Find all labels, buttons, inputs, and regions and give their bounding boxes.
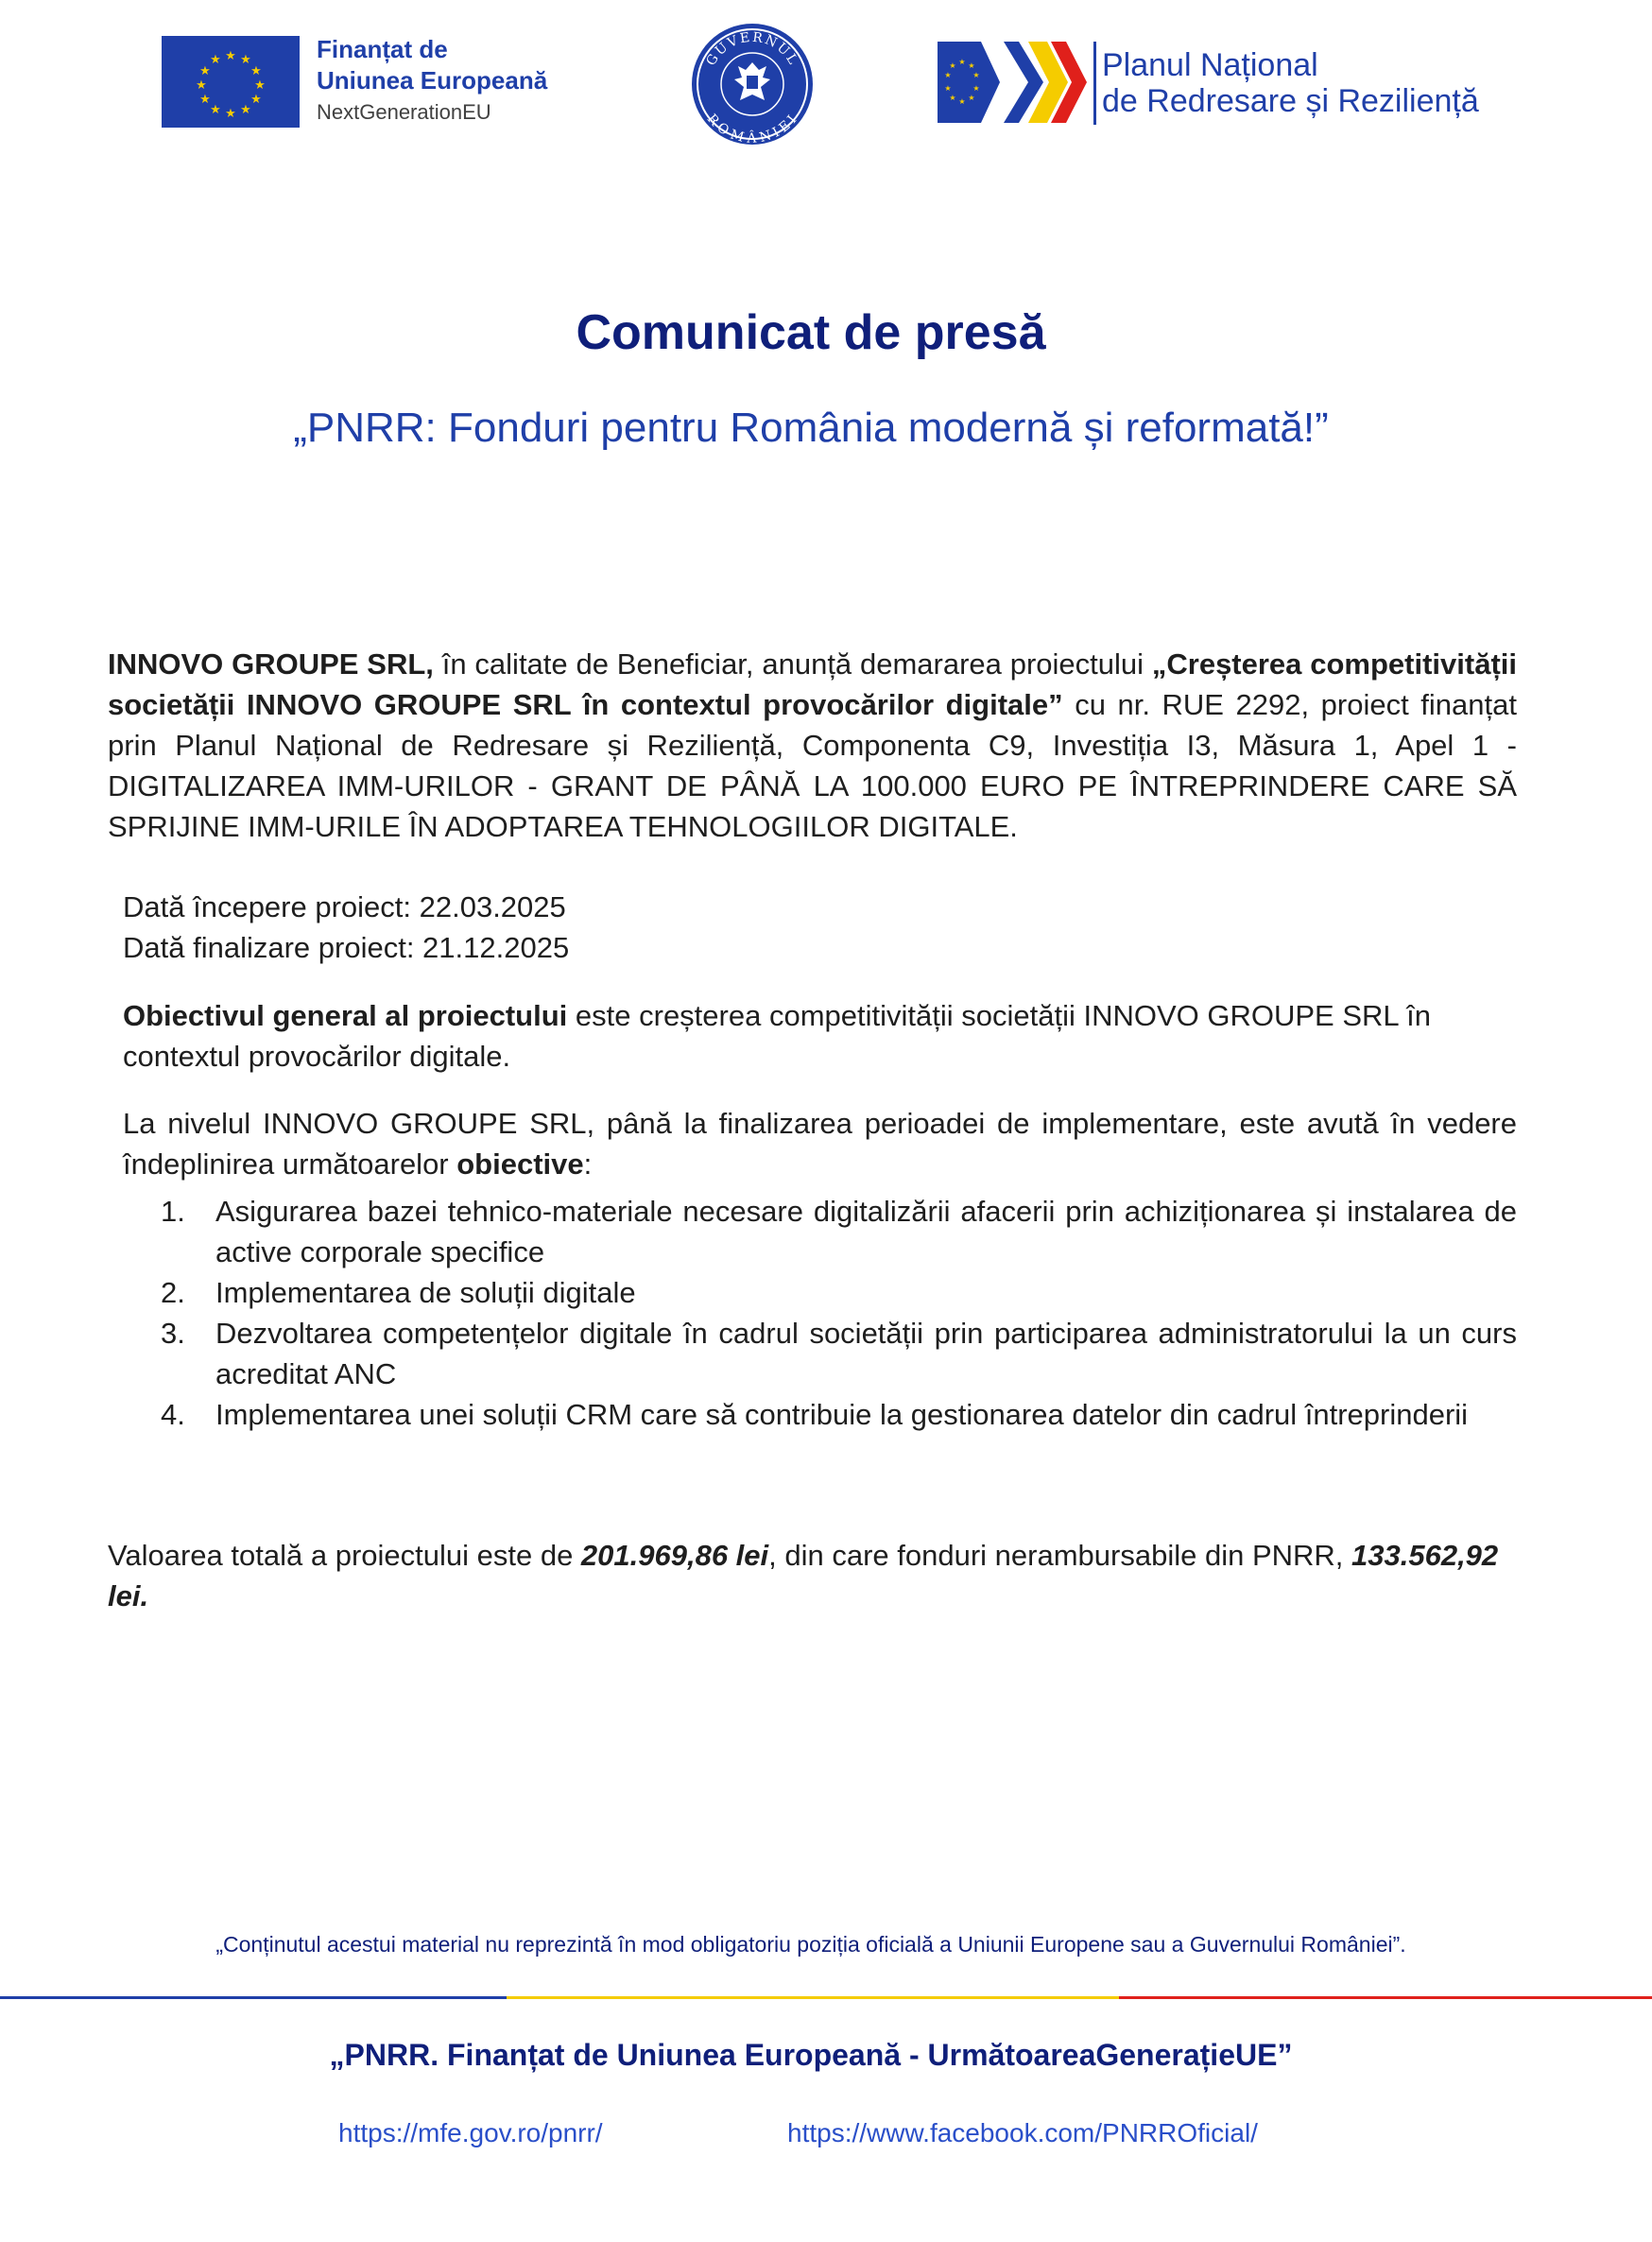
objectives-intro-text: La nivelul INNOVO GROUPE SRL, până la finalizarea perioadei de implementare, este avută în vedere îndeplinirea următoarelor xyxy=(123,1107,1517,1181)
svg-text:★: ★ xyxy=(972,71,980,79)
svg-text:★: ★ xyxy=(196,78,207,93)
list-item-number: 3. xyxy=(161,1317,185,1350)
svg-text:★: ★ xyxy=(250,93,262,107)
intro-text-2: cu nr. RUE 2292, proiect finanțat prin Planul Național de Redresare și Reziliență, Componenta C9, Investiția I3, Măsura 1, Apel 1 - DIGITALIZAREA IMM-URILOR - GRANT DE PÂNĂ LA 100.000 EURO PE ÎNTREPRINDERE CARE SĂ SPRIJINE IMM-URILE ÎN ADOPTAREA TEHNOLOGIILOR DIGITALE. xyxy=(108,688,1517,843)
eu-flag-icon xyxy=(162,36,300,128)
project-name: „Creșterea competitivității societății INNOVO GROUPE SRL în contextul provocărilor digitale” xyxy=(108,647,1517,721)
footer-line-yellow xyxy=(507,1996,1119,1999)
footer-line-blue xyxy=(0,1996,507,1999)
svg-text:★: ★ xyxy=(199,93,211,107)
list-item-text: Dezvoltarea competențelor digitale în cadrul societății prin participarea administratorului la un curs acreditat ANC xyxy=(215,1317,1517,1390)
project-value-paragraph xyxy=(108,1535,1517,1616)
general-objective-label: Obiectivul general al proiectului xyxy=(123,999,568,1032)
total-value: 201.969,86 lei xyxy=(580,1539,769,1572)
svg-text:★: ★ xyxy=(210,103,221,117)
pnrr-label xyxy=(1102,47,1479,119)
grant-value: 133.562,92 lei. xyxy=(108,1539,1499,1613)
page-subtitle: „PNRR: Fonduri pentru România modernă și reformată!” xyxy=(293,405,1329,451)
page-title: Comunicat de presă xyxy=(576,305,1046,360)
pnrr-logo-icon xyxy=(938,42,1089,123)
list-item xyxy=(123,1191,1517,1272)
svg-text:★: ★ xyxy=(968,94,975,102)
objectives-intro xyxy=(123,1103,1517,1184)
pnrr-label-line1: Planul Național xyxy=(1102,47,1318,83)
footer-line-red xyxy=(1119,1996,1652,1999)
eu-funding-label xyxy=(317,34,547,128)
start-date: Dată începere proiect: 22.03.2025 xyxy=(123,890,566,923)
svg-text:★: ★ xyxy=(240,53,251,67)
svg-text:★: ★ xyxy=(944,71,952,79)
value-text-1: Valoarea totală a proiectului este de xyxy=(108,1539,581,1572)
pnrr-facebook-link[interactable]: https://www.facebook.com/PNRROficial/ xyxy=(787,2118,1258,2147)
svg-text:★: ★ xyxy=(225,49,236,63)
svg-text:★: ★ xyxy=(949,61,956,70)
svg-text:★: ★ xyxy=(254,78,266,93)
svg-text:★: ★ xyxy=(944,84,952,93)
eu-funding-line1: Finanțat de xyxy=(317,35,448,63)
seal-text-bottom: ROMÂNIEI xyxy=(703,111,801,147)
list-item-text: Implementarea de soluții digitale xyxy=(215,1276,636,1309)
svg-text:★: ★ xyxy=(240,103,251,117)
list-item-number: 2. xyxy=(161,1276,185,1309)
company-name: INNOVO GROUPE SRL, xyxy=(108,647,434,681)
disclaimer: „Conținutul acestui material nu reprezintă în mod obligatoriu poziția oficială a Uniunii Europene sau a Guvernului României”. xyxy=(215,1932,1406,1957)
svg-text:★: ★ xyxy=(210,53,221,67)
intro-text-1: în calitate de Beneficiar, anunță demararea proiectului xyxy=(433,647,1152,681)
pnrr-divider xyxy=(1093,42,1096,125)
list-item-text: Asigurarea bazei tehnico-materiale necesare digitalizării afacerii prin achiziționarea și instalarea de active corporale specifice xyxy=(215,1195,1517,1268)
project-dates xyxy=(123,887,1446,968)
objectives-list xyxy=(123,1191,1517,1435)
objectives-intro-end: : xyxy=(583,1147,593,1181)
svg-text:★: ★ xyxy=(949,94,956,102)
svg-text:★: ★ xyxy=(225,107,236,121)
list-item-number: 4. xyxy=(161,1398,185,1431)
seal-text-top: GUVERNUL xyxy=(703,29,801,69)
svg-text:★: ★ xyxy=(250,64,262,78)
pnrr-label-line2: de Redresare și Reziliență xyxy=(1102,83,1479,119)
government-seal-icon xyxy=(689,21,816,147)
svg-text:★: ★ xyxy=(958,58,966,66)
svg-text:★: ★ xyxy=(968,61,975,70)
eu-funding-line2: Uniunea Europeană xyxy=(317,66,548,95)
general-objective-text: este creșterea competitivității societății INNOVO GROUPE SRL în contextul provocărilor digitale. xyxy=(123,999,1431,1073)
pnrr-website-link[interactable]: https://mfe.gov.ro/pnrr/ xyxy=(338,2118,603,2147)
list-item xyxy=(123,1313,1517,1394)
end-date: Dată finalizare proiect: 21.12.2025 xyxy=(123,931,570,964)
svg-text:★: ★ xyxy=(199,64,211,78)
list-item-number: 1. xyxy=(161,1195,185,1228)
general-objective-paragraph xyxy=(123,995,1517,1077)
svg-text:★: ★ xyxy=(972,84,980,93)
list-item xyxy=(123,1272,1517,1313)
intro-paragraph xyxy=(108,644,1517,847)
list-item-text: Implementarea unei soluții CRM care să contribuie la gestionarea datelor din cadrul întreprinderii xyxy=(215,1398,1469,1431)
eu-funding-line3: NextGenerationEU xyxy=(317,100,491,124)
list-item xyxy=(123,1394,1517,1435)
value-text-2: , din care fonduri nerambursabile din PNRR, xyxy=(768,1539,1352,1572)
objectives-intro-bold: obiective xyxy=(456,1147,584,1181)
svg-text:★: ★ xyxy=(958,97,966,106)
footer-slogan: „PNRR. Finanțat de Uniunea Europeană - UrmătoareaGenerațieUE” xyxy=(329,2038,1293,2072)
